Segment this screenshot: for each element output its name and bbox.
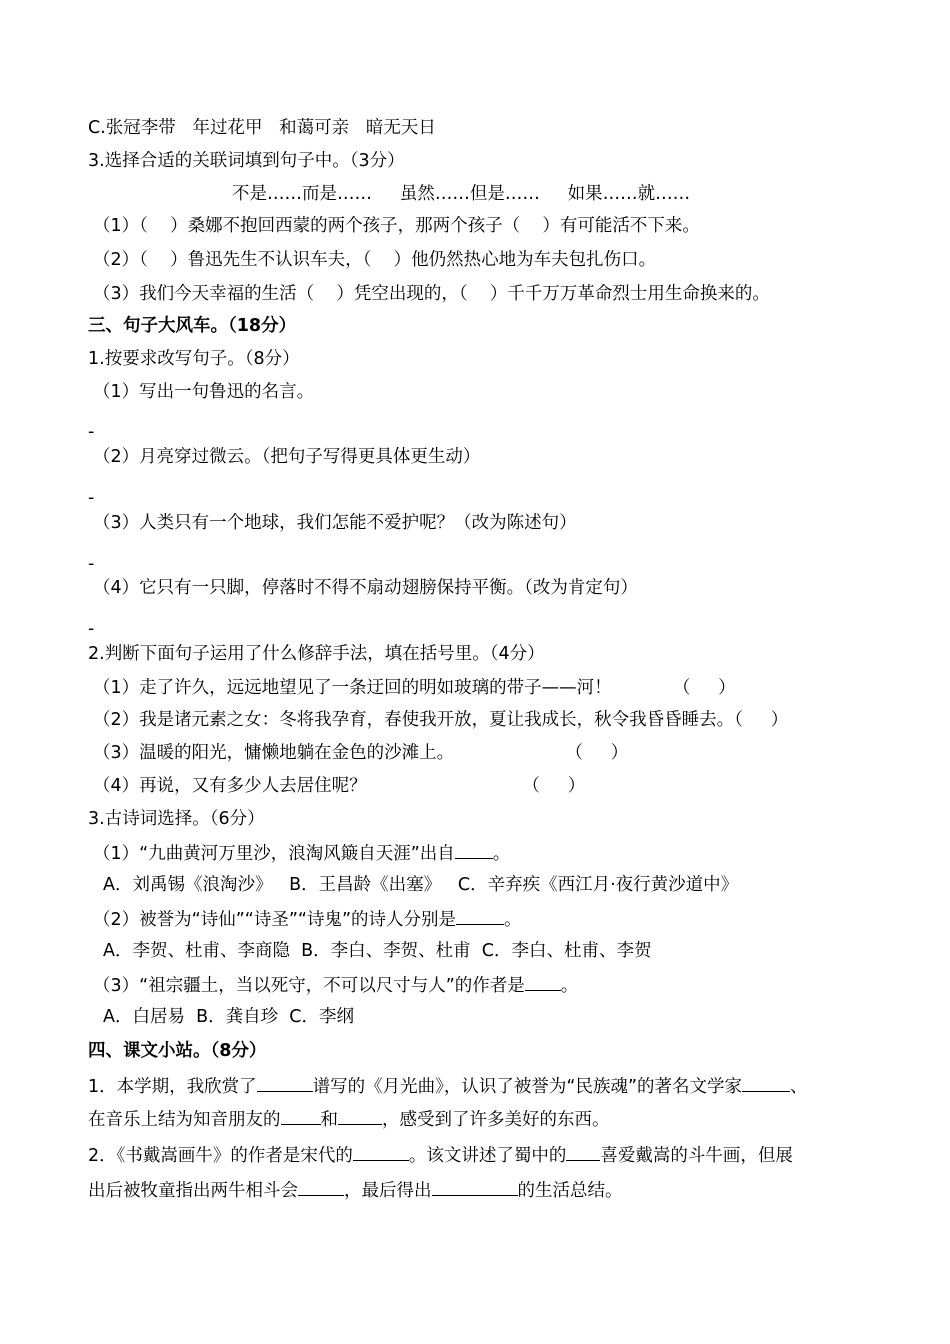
poetry-item-1: （1）“九曲黄河万里沙，浪淘风簸自天涯”出自 。	[93, 840, 510, 866]
blank	[257, 1073, 313, 1092]
rhetoric-item-1: （1）走了许久，远远地望见了一条迂回的明如玻璃的带子——河！ （ ）	[93, 678, 736, 698]
section-3-heading: 三、句子大风车。（18分）	[88, 316, 297, 336]
poetry-item-2: （2）被誉为“诗仙”“诗圣”“诗鬼”的诗人分别是 。	[93, 906, 522, 932]
section-4-heading: 四、课文小站。（8分）	[88, 1041, 267, 1061]
option-c-idioms: C.张冠李带 年过花甲 和蔼可亲 暗无天日	[88, 118, 436, 138]
rewrite-item-2: （2）月亮穿过微云。（把句子写得更具体更生动）	[93, 447, 481, 467]
rhetoric-item-4: （4）再说，又有多少人去居住呢？ （ ）	[93, 776, 586, 796]
answer-dash-4: -	[88, 619, 95, 639]
poetry-options-3: A．白居易 B．龚自珍 C．李纲	[103, 1007, 354, 1027]
blank	[353, 1142, 409, 1161]
poetry-item-3: （3）“祖宗疆土，当以死守，不可以尺寸与人”的作者是 。	[93, 972, 578, 998]
blank	[456, 906, 504, 925]
blank	[338, 1106, 382, 1125]
q3-item-1: （1）（ ）桑娜不抱回西蒙的两个孩子，那两个孩子（ ）有可能活不下来。	[93, 216, 700, 236]
blank	[455, 840, 493, 859]
text-item-1-line2: 在音乐上结为知音朋友的 和 ，感受到了许多美好的东西。	[88, 1106, 610, 1132]
blank	[525, 972, 561, 991]
blank	[281, 1106, 321, 1125]
blank	[432, 1177, 518, 1196]
answer-dash-1: -	[88, 422, 95, 442]
poetry-options-1: A．刘禹锡《浪淘沙》 B．王昌龄《出塞》 C．辛弃疾《西江月·夜行黄沙道中》	[103, 875, 739, 895]
rewrite-heading: 1.按要求改写句子。（8分）	[88, 349, 300, 369]
q3-conjunctions-heading: 3.选择合适的关联词填到句子中。（3分）	[88, 151, 405, 171]
rewrite-item-3: （3）人类只有一个地球，我们怎能不爱护呢？（改为陈述句）	[93, 513, 577, 533]
rewrite-item-4: （4）它只有一只脚，停落时不得不扇动翅膀保持平衡。（改为肯定句）	[93, 578, 638, 598]
blank	[298, 1177, 344, 1196]
blank	[566, 1142, 600, 1161]
conjunction-options: 不是……而是…… 虽然……但是…… 如果……就……	[232, 184, 691, 204]
answer-dash-3: -	[88, 554, 95, 574]
blank	[742, 1073, 790, 1092]
text-item-2-line1: 2．《书戴嵩画牛》的作者是宋代的 。该文讲述了蜀中的 喜爱戴嵩的斗牛画，但展	[88, 1142, 793, 1168]
q3-item-3: （3）我们今天幸福的生活（ ）凭空出现的，（ ）千千万万革命烈士用生命换来的。	[93, 284, 770, 304]
poetry-options-2: A．李贺、杜甫、李商隐 B．李白、李贺、杜甫 C．李白、杜甫、李贺	[103, 941, 652, 961]
rhetoric-heading: 2.判断下面句子运用了什么修辞手法，填在括号里。（4分）	[88, 644, 545, 664]
text-item-1-line1: 1．本学期，我欣赏了 谱写的《月光曲》，认识了被誉为“民族魂”的著名文学家 、	[88, 1073, 808, 1099]
rhetoric-item-3: （3）温暖的阳光，慵懒地躺在金色的沙滩上。 （ ）	[93, 743, 629, 763]
poetry-heading: 3.古诗词选择。（6分）	[88, 809, 265, 829]
rewrite-item-1: （1）写出一句鲁迅的名言。	[93, 382, 315, 402]
q3-item-2: （2）（ ）鲁迅先生不认识车夫，（ ）他仍然热心地为车夫包扎伤口。	[93, 250, 657, 270]
text-item-2-line2: 出后被牧童指出两牛相斗会 ，最后得出 的生活总结。	[88, 1177, 623, 1203]
rhetoric-item-2: （2）我是诸元素之女：冬将我孕育，春使我开放，夏让我成长，秋令我昏昏睡去。（ ）	[93, 710, 789, 730]
answer-dash-2: -	[88, 488, 95, 508]
